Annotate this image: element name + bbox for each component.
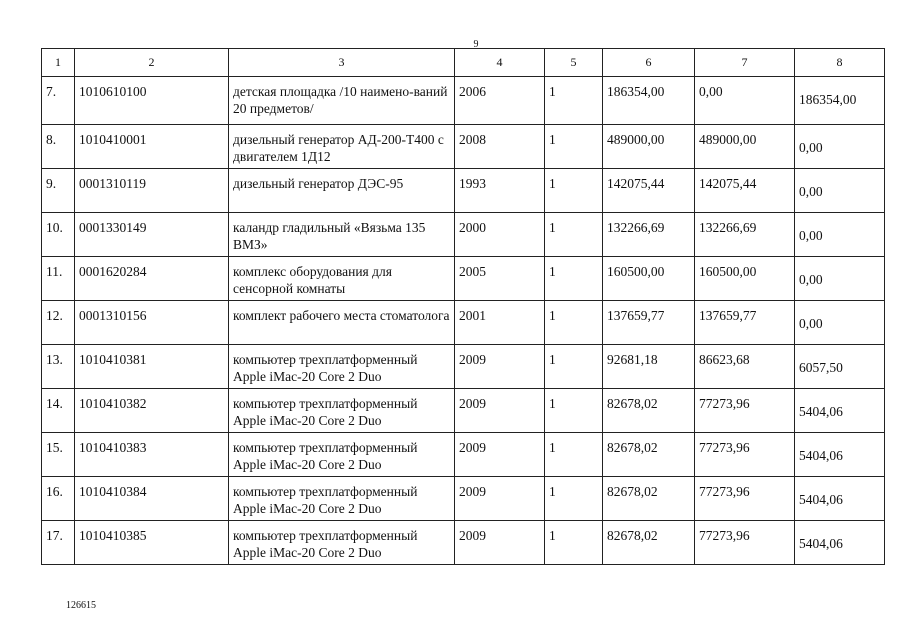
inventory-code: 1010410385 — [75, 521, 229, 565]
item-name: компьютер трехплатформенный Apple iMac-20 Core 2 Duo — [229, 433, 455, 477]
column-header: 6 — [603, 49, 695, 77]
quantity: 1 — [545, 389, 603, 433]
column-header: 8 — [795, 49, 885, 77]
inventory-table — [41, 48, 885, 565]
depreciation-value: 86623,68 — [695, 345, 795, 389]
table-row — [42, 521, 885, 565]
depreciation-value: 77273,96 — [695, 433, 795, 477]
row-number: 10. — [42, 213, 75, 257]
residual-value — [795, 125, 885, 169]
inventory-code: 0001620284 — [75, 257, 229, 301]
page-number: 9 — [473, 39, 479, 50]
residual-value — [795, 389, 885, 433]
row-number: 13. — [42, 345, 75, 389]
residual-value-text: 0,00 — [799, 316, 823, 331]
table-row — [42, 77, 885, 125]
inventory-code: 0001310156 — [75, 301, 229, 345]
depreciation-value: 77273,96 — [695, 521, 795, 565]
table-row — [42, 301, 885, 345]
quantity: 1 — [545, 345, 603, 389]
residual-value — [795, 213, 885, 257]
item-name: детская площадка /10 наимено-ваний 20 предметов/ — [229, 77, 455, 125]
table-row — [42, 125, 885, 169]
residual-value — [795, 77, 885, 125]
inventory-code: 1010410381 — [75, 345, 229, 389]
residual-value-text: 0,00 — [799, 140, 823, 155]
depreciation-value: 489000,00 — [695, 125, 795, 169]
depreciation-value: 77273,96 — [695, 477, 795, 521]
year: 2006 — [455, 77, 545, 125]
row-number: 11. — [42, 257, 75, 301]
cost-value: 142075,44 — [603, 169, 695, 213]
quantity: 1 — [545, 301, 603, 345]
residual-value-text: 0,00 — [799, 228, 823, 243]
row-number: 8. — [42, 125, 75, 169]
column-header: 2 — [75, 49, 229, 77]
inventory-code: 1010410384 — [75, 477, 229, 521]
row-number: 14. — [42, 389, 75, 433]
item-name: компьютер трехплатформенный Apple iMac-20 Core 2 Duo — [229, 389, 455, 433]
row-number: 9. — [42, 169, 75, 213]
residual-value-text: 5404,06 — [799, 492, 843, 507]
quantity: 1 — [545, 521, 603, 565]
depreciation-value: 77273,96 — [695, 389, 795, 433]
year: 2000 — [455, 213, 545, 257]
item-name: компьютер трехплатформенный Apple iMac-20 Core 2 Duo — [229, 477, 455, 521]
column-header: 5 — [545, 49, 603, 77]
residual-value — [795, 345, 885, 389]
cost-value: 186354,00 — [603, 77, 695, 125]
cost-value: 82678,02 — [603, 521, 695, 565]
quantity: 1 — [545, 213, 603, 257]
column-header: 1 — [42, 49, 75, 77]
row-number: 17. — [42, 521, 75, 565]
year: 2009 — [455, 477, 545, 521]
cost-value: 82678,02 — [603, 433, 695, 477]
footer-code: 126615 — [66, 600, 96, 611]
row-number: 15. — [42, 433, 75, 477]
depreciation-value: 0,00 — [695, 77, 795, 125]
residual-value — [795, 301, 885, 345]
table-row — [42, 477, 885, 521]
residual-value-text: 0,00 — [799, 272, 823, 287]
residual-value — [795, 257, 885, 301]
quantity: 1 — [545, 477, 603, 521]
year: 2005 — [455, 257, 545, 301]
row-number: 16. — [42, 477, 75, 521]
inventory-code: 1010410001 — [75, 125, 229, 169]
item-name: компьютер трехплатформенный Apple iMac-20 Core 2 Duo — [229, 345, 455, 389]
row-number: 7. — [42, 77, 75, 125]
column-header: 4 — [455, 49, 545, 77]
residual-value-text: 0,00 — [799, 184, 823, 199]
item-name: дизельный генератор ДЭС-95 — [229, 169, 455, 213]
item-name: каландр гладильный «Вязьма 135 ВМЗ» — [229, 213, 455, 257]
item-name: дизельный генератор АД-200-Т400 с двигателем 1Д12 — [229, 125, 455, 169]
table-row — [42, 345, 885, 389]
depreciation-value: 137659,77 — [695, 301, 795, 345]
quantity: 1 — [545, 125, 603, 169]
residual-value — [795, 477, 885, 521]
quantity: 1 — [545, 257, 603, 301]
table-row — [42, 169, 885, 213]
cost-value: 160500,00 — [603, 257, 695, 301]
residual-value-text: 6057,50 — [799, 360, 843, 375]
residual-value-text: 5404,06 — [799, 404, 843, 419]
year: 2009 — [455, 433, 545, 477]
item-name: компьютер трехплатформенный Apple iMac-20 Core 2 Duo — [229, 521, 455, 565]
table-row — [42, 213, 885, 257]
inventory-code: 1010410382 — [75, 389, 229, 433]
table-row — [42, 433, 885, 477]
year: 1993 — [455, 169, 545, 213]
year: 2009 — [455, 521, 545, 565]
table-row — [42, 257, 885, 301]
header-row — [42, 49, 885, 77]
cost-value: 82678,02 — [603, 389, 695, 433]
inventory-code: 0001310119 — [75, 169, 229, 213]
cost-value: 489000,00 — [603, 125, 695, 169]
quantity: 1 — [545, 77, 603, 125]
inventory-code: 0001330149 — [75, 213, 229, 257]
residual-value — [795, 433, 885, 477]
year: 2009 — [455, 389, 545, 433]
year: 2009 — [455, 345, 545, 389]
residual-value — [795, 521, 885, 565]
item-name: комплекс оборудования для сенсорной комнаты — [229, 257, 455, 301]
item-name: комплект рабочего места стоматолога — [229, 301, 455, 345]
inventory-code: 1010410383 — [75, 433, 229, 477]
cost-value: 137659,77 — [603, 301, 695, 345]
cost-value: 92681,18 — [603, 345, 695, 389]
year: 2008 — [455, 125, 545, 169]
column-header: 3 — [229, 49, 455, 77]
residual-value-text: 5404,06 — [799, 536, 843, 551]
column-header: 7 — [695, 49, 795, 77]
row-number: 12. — [42, 301, 75, 345]
inventory-code: 1010610100 — [75, 77, 229, 125]
cost-value: 82678,02 — [603, 477, 695, 521]
year: 2001 — [455, 301, 545, 345]
residual-value-text: 186354,00 — [799, 92, 857, 107]
quantity: 1 — [545, 433, 603, 477]
cost-value: 132266,69 — [603, 213, 695, 257]
depreciation-value: 160500,00 — [695, 257, 795, 301]
residual-value-text: 5404,06 — [799, 448, 843, 463]
quantity: 1 — [545, 169, 603, 213]
depreciation-value: 132266,69 — [695, 213, 795, 257]
residual-value — [795, 169, 885, 213]
depreciation-value: 142075,44 — [695, 169, 795, 213]
table-row — [42, 389, 885, 433]
